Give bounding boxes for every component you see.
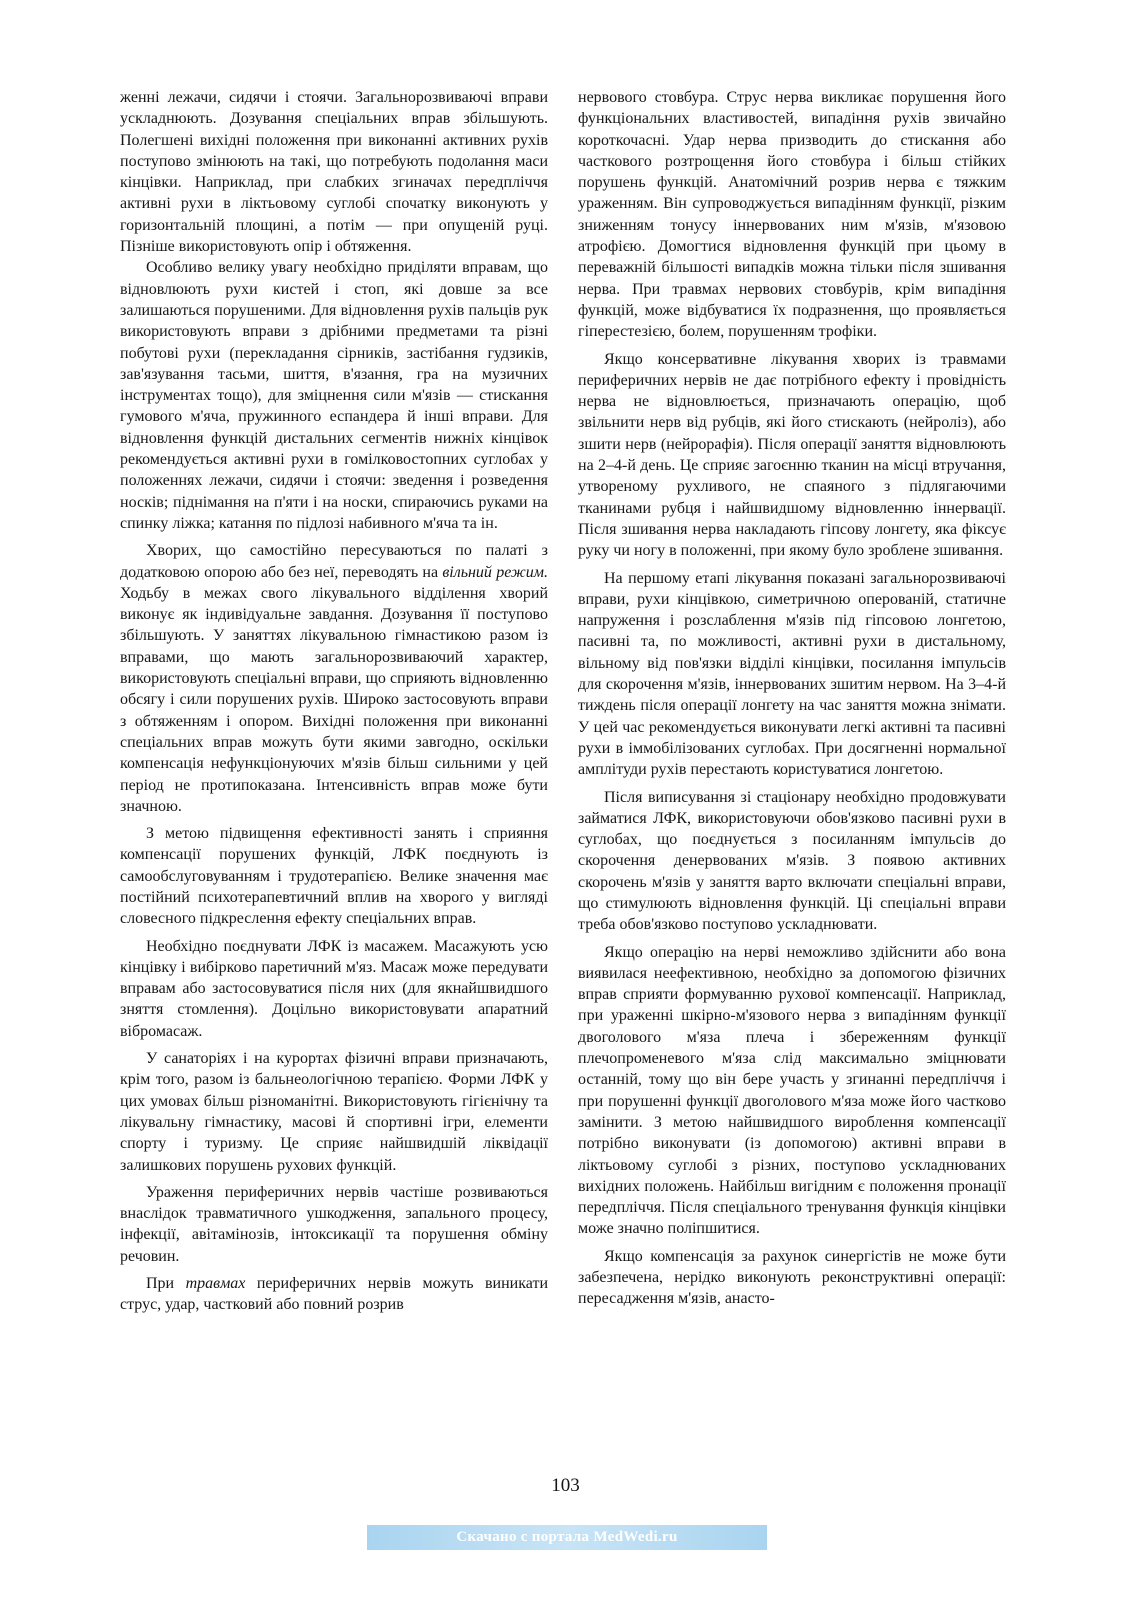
paragraph: У санаторіях і на курортах фізичні вправи призначають, крім того, разом із бальнеологічною терапією. Форми ЛФК у цих умовах більш різноманітні. Використовують гігієнічну та лікувальну гімнастику, масові й спортивні ігри, елементи спорту і туризму. Це сприяє найшвидшій ліквідації залишкових порушень рухових функцій. bbox=[120, 1050, 548, 1174]
paragraph-text: При bbox=[146, 1275, 186, 1293]
paragraph: Після виписування зі стаціонару необхідно продовжувати займатися ЛФК, використовуючи обов'язково пасивні рухи в суглобах, що поєднується з посиланням імпульсів до скорочення денервованих м'язів. З появою активних скорочень м'язів у заняття варто включати спеціальні вправи, що стимулюють відновлення функцій. Ці спеціальні вправи треба обов'язково поступово ускладнювати. bbox=[578, 788, 1006, 934]
paragraph-text: Хворих, що самостійно пересуваються по палаті з додатковою опорою або без неї, переводять на bbox=[120, 542, 548, 581]
italic-term: вільний режим. bbox=[442, 563, 548, 581]
paragraph bbox=[120, 540, 548, 817]
paragraph: Якщо операцію на нерві неможливо здійснити або вона виявилася неефективною, необхідно за допомогою фізичних вправ сприяти формуванню рухової компенсації. Наприклад, при ураженні шкірно-м'язового нерва з випадінням функції двоголового м'яза плеча і збереженням функції плечопроменевого м'яза слід максимально зміцнювати останній, тому що він бере участь у згинанні передпліччя і при порушенні функції двоголового м'яза може його частково замінити. З метою найшвидшого вироблення компенсації потрібно виконувати (із допомогою) активні вправи в ліктьовому суглобі з різних, поступово ускладнюваних вихідних положень. Найбільш вигідним є положення пронації передпліччя. Після спеціального тренування функція кінцівки може значно поліпшитися. bbox=[578, 943, 1006, 1238]
paragraph: На першому етапі лікування показані загальнорозвиваючі вправи, рухи кінцівкою, симетричною оперованій, статичне напруження і розслаблення м'язів під гіпсовою лонгетою, пасивні та, по можливості, активні рухи в дистальному, вільному від пов'язки відділі кінцівки, посилання імпульсів для скорочення м'язів, іннервованих зшитим нервом. На 3–4-й тиждень після операції лонгету на час заняття можна знімати. У цей час рекомендується виконувати легкі активні та пасивні рухи в іммобілізованих суглобах. При досягненні нормальної амплітуди рухів перестають користуватися лонгетою. bbox=[578, 569, 1006, 779]
paragraph: нервового стовбура. Струс нерва викликає порушення його функціональних властивостей, випадіння рухів звичайно короткочасні. Удар нерва призводить до стискання або часткового розтрощення його стовбура і більш стійких порушень функцій. Анатомічний розрив нерва є тяжким ураженням. Він супроводжується випадінням функції, різким зниженням тонусу іннервованих ним м'язів, м'язовою атрофією. Домогтися відновлення функцій при цьому в переважній більшості випадків можна тільки після зшивання нерва. При травмах нервових стовбурів, крім випадіння функцій, може відбуватися їх подразнення, що проявляється гіперестезією, болем, порушенням трофіки. bbox=[578, 89, 1006, 341]
text-column-right bbox=[578, 87, 1006, 1310]
paragraph: Необхідно поєднувати ЛФК із масажем. Масажують усю кінцівку і вибірково паретичний м'яз. Масаж може передувати вправам або застосовуватися після них (для якнайшвидшого зняття стомлення). Доцільно використовувати апаратний вібромасаж. bbox=[120, 937, 548, 1040]
download-banner: Скачано с портала MedWedi.ru bbox=[367, 1525, 767, 1550]
paragraph: Ураження периферичних нервів частіше розвиваються внаслідок травматичного ушкодження, запального процесу, інфекції, авітамінозів, інтоксикації та порушення обміну речовин. bbox=[120, 1183, 548, 1265]
page-number: 103 bbox=[551, 1475, 580, 1496]
paragraph: З метою підвищення ефективності занять і сприяння компенсації порушених функцій, ЛФК поєднують із самообслуговуванням і трудотерапією. Велике значення має постійний психотерапевтичний вплив на хворого у вигляді словесного підкреслення ефекту спеціальних вправ. bbox=[120, 825, 548, 928]
paragraph: Особливо велику увагу необхідно приділяти вправам, що відновлюють рухи кистей і стоп, які довше за все залишаються порушеними. Для відновлення рухів пальців рук використовують вправи з дрібними предметами та різні побутові рухи (перекладання сірників, застібання гудзиків, зав'язування тасьми, шиття, в'язання, гра на музичних інструментах тощо), для зміцнення сили м'язів — стискання гумового м'яча, пружинного еспандера й інші вправи. Для відновлення функцій дистальних сегментів нижніх кінцівок рекомендується активні рухи в гомілковостопних суглобах у положеннях лежачи, сидячи і стоячи: зведення і розведення носків; піднімання на п'яти і на носки, спираючись руками на спинку ліжка; катання по підлозі набивного м'яча та ін. bbox=[120, 259, 548, 532]
paragraph bbox=[120, 1273, 548, 1316]
paragraph: женні лежачи, сидячи і стоячи. Загальнорозвиваючі вправи ускладнюють. Дозування спеціальних вправ збільшують. Полегшені вихідні положення при виконанні активних рухів поступово змінюють на такі, що потребують подолання маси кінцівки. Наприклад, при слабких згиначах передпліччя активні рухи в ліктьовому суглобі спочатку виконують у горизонтальній площині, а потім — при опущеній руці. Пізніше використовують опір і обтяження. bbox=[120, 89, 548, 256]
paragraph-text: Ходьбу в межах свого лікувального відділення хворий виконує як індивідуальне завдання. Дозування її поступово збільшують. У заняттях лікувальною гімнастикою разом із вправами, що мають загальнорозвиваючий характер, використовують спеціальні вправи, що сприяють відновленню обсягу і сили порушених рухів. Широко застосовують вправи з обтяженням і опором. Вихідні положення при виконанні спеціальних вправ можуть бути якими завгодно, оскільки компенсація нефункціонуючих м'язів більш сильними у цей період не протипоказана. Інтенсивність вправ може бути значною. bbox=[120, 584, 548, 815]
paragraph: Якщо консервативне лікування хворих із травмами периферичних нервів не дає потрібного ефекту і провідність нерва не відновлюється, призначають операцію, щоб звільнити нерв від рубців, які його стискають (нейроліз), або зшити нерв (нейрорафія). Після операції заняття відновлюють на 2–4-й день. Це сприяє загоєнню тканин на місці втручання, утвореному рухливого, не спаяного з підлягаючими тканинами рубця і найшвидшому відновленню іннервації. Після зшивання нерва накладають гіпсову лонгету, яка фіксує руку чи ногу в положенні, при якому було зроблене зшивання. bbox=[578, 350, 1006, 560]
text-column-left bbox=[120, 87, 548, 1316]
paragraph: Якщо компенсація за рахунок синергістів не може бути забезпечена, нерідко виконують реконструктивні операції: пересадження м'язів, анасто- bbox=[578, 1247, 1006, 1308]
italic-term: травмах bbox=[185, 1275, 246, 1293]
paragraph-text: периферичних нервів можуть виникати струс, удар, частковий або повний розрив bbox=[120, 1275, 549, 1314]
